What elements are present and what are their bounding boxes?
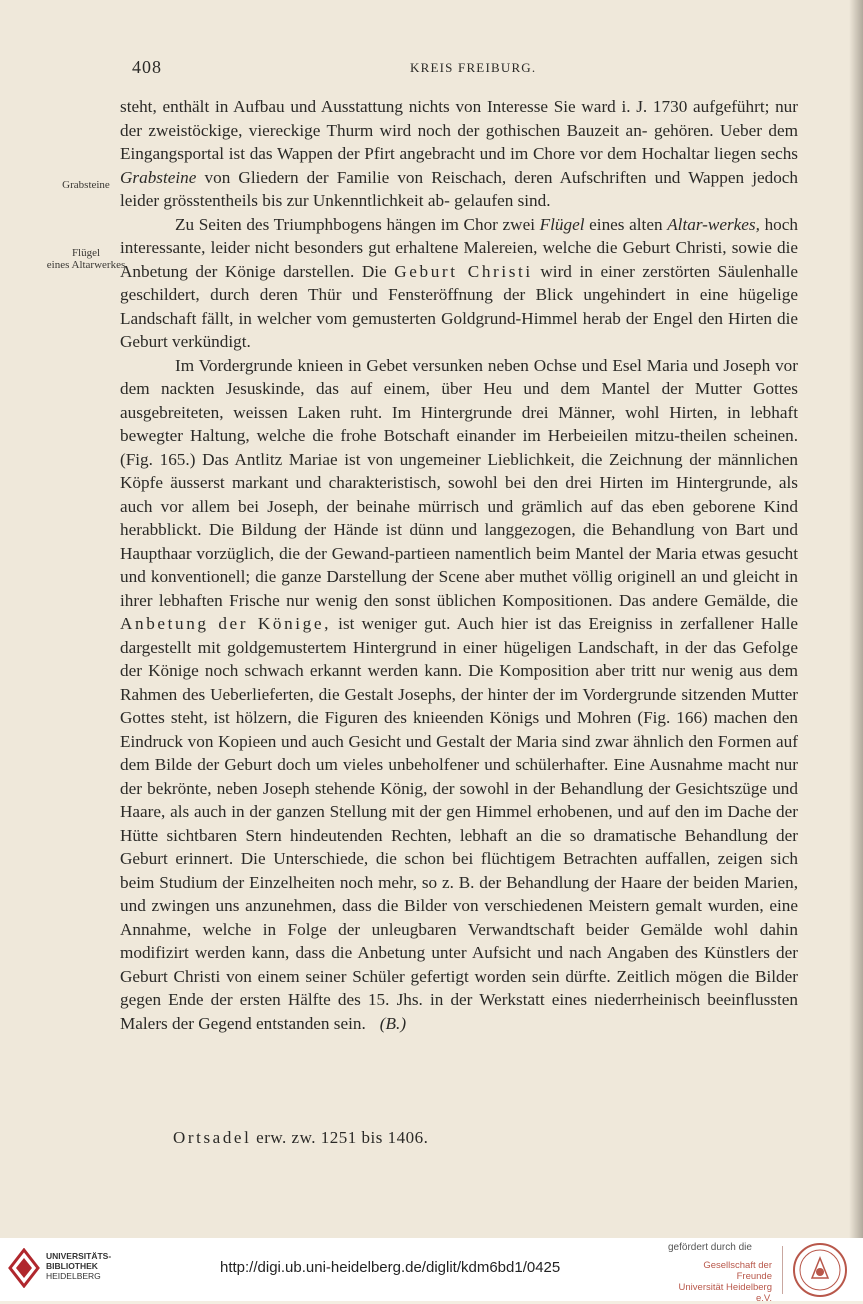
viewer-footer <box>0 1238 863 1304</box>
sponsor-line-1: Gesellschaft der Freunde <box>703 1260 772 1282</box>
term-geburt-christi: Geburt Christi <box>394 261 533 281</box>
university-seal-icon <box>792 1242 848 1298</box>
term-grabsteine: Grabsteine <box>120 167 197 187</box>
ub-line-1: UNIVERSITÄTS- <box>46 1251 112 1261</box>
p1-line-1: steht, enthält in Aufbau und Ausstattung nichts von Interesse Sie ward i. J. 1730 <box>120 97 688 116</box>
p2-text-b: eines alten <box>584 214 668 234</box>
margin-note-fluegel <box>40 247 132 271</box>
paragraph-3 <box>120 354 798 1036</box>
p3-text-a: Im Vordergrunde knieen in Gebet versunken neben Ochse und Esel Maria und Joseph vor dem nackten Jesuskinde, das auf einem, über Heu und dem Mantel der Mutter Gottes ausgebreiteten, weissen Laken ruht. Im Hintergrunde drei Männer, wohl Hirten, in lebhaft bewegter Haltung, welche die frohe Botschaft einander im Herbeieilen mitzu-theilen scheinen. (Fig. 165.) Das Antlitz Mariae ist von ungemeiner Lieblichkeit, die Zeichnung der männlichen Köpfe äusserst markant und charakteristisch, sowohl bei den drei Hirten im Hintergrunde, als auch vor allem bei Joseph, der beinahe mürrisch und grämlich auf das eben geborene Kind herabblickt. Die Bildung der Hände ist dünn und langgezogen, die Behandlung von Bart und Haupthaar vorzüglich, die der Gewand-partieen namentlich beim Mantel der Maria etwas gesucht und konventionell; die ganze Darstellung der Scene aber muthet völlig originell an und gleicht in ihrer lebhaften Frische nur wenig den sonst üblichen Kompositionen. Das andere Gemälde, die <box>120 355 798 610</box>
p1-line-6: gelaufen sind. <box>454 191 551 210</box>
ub-line-2: BIBLIOTHEK <box>46 1261 98 1271</box>
sponsor-name <box>668 1260 772 1304</box>
p1-line-5: deren Aufschriften und Wappen jedoch leider grösstentheils bis zur Unkenntlichkeit ab- <box>120 167 799 210</box>
page-header <box>0 57 863 81</box>
closing-line <box>173 1128 428 1148</box>
margin-note-fluegel-line1: Flügel <box>71 247 101 259</box>
sponsor-line-2: Universität Heidelberg e.V. <box>678 1282 772 1304</box>
p1-line-4b: von Gliedern der Familie von Reischach, <box>196 167 507 187</box>
p2-text-d: wird in einer zerstörten Säulenhalle geschildert, durch deren Thür und Fensteröffnung der Blick ungehindert in eine hügelige Landschaft fällt, in welcher vom gemusterten Goldgrund-Himmel herab der Engel den Hirten die Geburt verkündigt. <box>120 261 798 351</box>
body-text <box>120 95 798 1035</box>
term-fluegel: Flügel <box>539 214 585 234</box>
ub-logo-icon <box>8 1248 40 1288</box>
paragraph-1 <box>120 95 798 213</box>
paragraph-2 <box>120 213 798 354</box>
term-altarwerkes: Altar-werkes, <box>667 214 760 234</box>
closing-rest: erw. zw. 1251 bis 1406. <box>251 1128 429 1147</box>
p2-text-c: hoch interessante, leider nicht besonders gut erhaltene Malereien, welche die Geburt Christi, sowie die Anbetung der Könige darstellen. Die <box>120 214 798 281</box>
p1-line-4a: vor dem Hochaltar liegen sechs <box>579 144 798 163</box>
p3-text-b: ist weniger gut. Auch hier ist das Ereigniss in zerfallener Halle dargestellt mit goldgemustertem Hintergrund in einer hügeligen Landschaft, in der das Gefolge der Könige noch schwach erkannt werden kann. Die Komposition aber tritt nur wenig aus dem Rahmen des Ueberlieferten, die Gestalt Josephs, der hinter der im Vordergrunde sitzenden Mutter Gottes steht, ist hölzern, die Figuren des knieenden Königs und Mohren (Fig. 166) machen den Eindruck von Kopieen und auch Gesicht und Gestalt der Maria sind zwar ähnlich den Formen auf dem Bilde der Geburt doch um vieles unbeholfener und schülerhafter. Eine Ausnahme macht nur der bekrönte, neben Joseph stehende König, der sowohl in der Behandlung der Gesichtszüge und Haare, als auch in der ganzen Stellung mit der gen Himmel erhobenen, und auf den im Dache der Hütte sichtbaren Stern hindeutenden Rechten, lebhaft an die so dramatische Behandlung der Geburt erinnert. Die Unterschiede, die schon bei flüchtigem Betrachten auffallen, zeigen sich beim Studium der Einzelheiten noch mehr, so z. B. der Behandlung der Haare der beiden Marien, und zwingen uns anzunehmen, dass die Bilder von verschiedenen Meistern gemalt wurden, eine Annahme, welche in Folge der unleugbaren Verwandtschaft beider Gemälde wohl dahin modifizirt werden kann, dass die Anbetung unter Aufsicht und nach Angaben des Künstlers der Geburt Christi von einem seiner Schüler gefertigt worden sein dürfte. Zeitlich mögen die Bilder gegen Ende der ersten Hälfte des 15. Jhs. in der Werkstatt eines niederrheinisch beeinflussten Malers der Gegend entstanden sein. <box>120 614 799 1033</box>
margin-note-fluegel-line2: eines Altarwerkes <box>46 259 126 271</box>
p1-line-2: aufgeführt; nur der zweistöckige, viereckige Thurm wird noch der gothischen Bauzeit an- <box>120 97 799 140</box>
running-head: KREIS FREIBURG. <box>410 60 537 75</box>
footer-divider <box>782 1246 783 1294</box>
ub-wordmark <box>46 1251 111 1281</box>
permalink-url[interactable]: http://digi.ub.uni-heidelberg.de/diglit/kdm6bd1/0425 <box>220 1259 561 1276</box>
author-signature: (B.) <box>379 1013 407 1033</box>
p2-text-a: Zu Seiten des Triumphbogens hängen im Chor zwei <box>175 214 540 234</box>
ub-line-3: HEIDELBERG <box>46 1271 101 1281</box>
p1-line-3: gehören. Ueber dem Eingangsportal ist das Wappen der Pfirt angebracht und im Chore <box>120 120 798 163</box>
sponsor-label: gefördert durch die <box>668 1242 752 1253</box>
term-anbetung: Anbetung der Könige, <box>120 614 331 633</box>
term-ortsadel: Ortsadel <box>173 1128 252 1147</box>
page-number: 408 <box>132 57 162 77</box>
margin-note-grabsteine: Grabsteine <box>62 179 110 191</box>
